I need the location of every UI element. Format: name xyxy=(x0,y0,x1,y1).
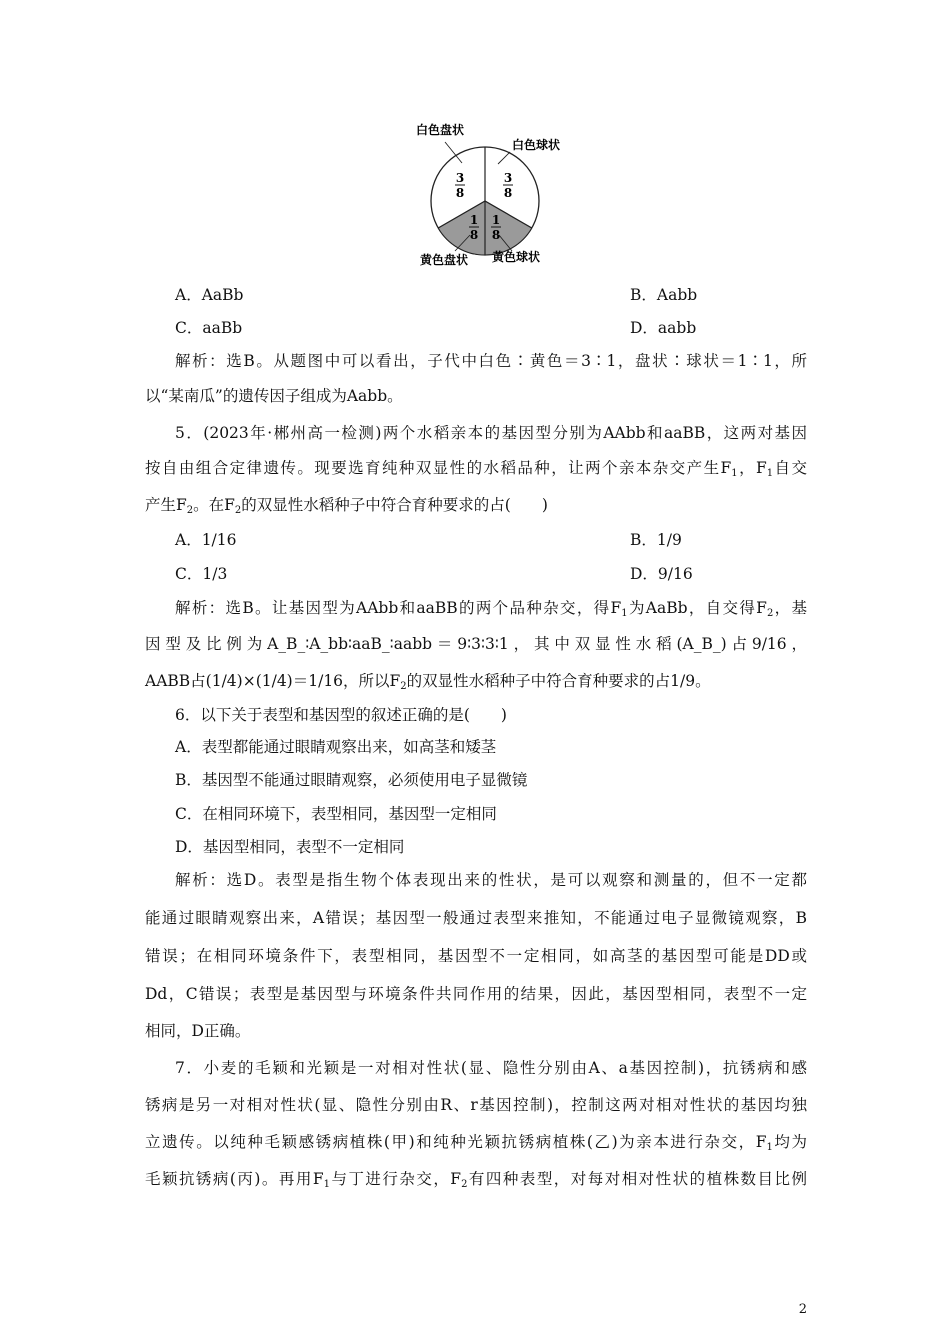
pie-chart xyxy=(431,147,539,255)
fraction-white-disc xyxy=(455,171,465,200)
q6-option-a: A．表型都能通过眼睛观察出来，如高茎和矮茎 xyxy=(175,738,497,756)
q5-analysis-line3 xyxy=(145,671,807,691)
text-run: 的双显性水稻种子中符合育种要求的占1/9。 xyxy=(406,672,711,690)
subscript: 1 xyxy=(323,1179,330,1190)
q5-option-c: C．1/3 xyxy=(175,565,228,583)
fraction-numerator: 1 xyxy=(469,213,479,227)
q7-line2: 锈病是另一对相对性状(显、隐性分别由R、r基因控制)，控制这两对相对性状的基因均独 xyxy=(145,1096,807,1114)
q5-stem-line3 xyxy=(145,495,807,515)
label-yellow-sphere: 黄色球状 xyxy=(492,250,541,264)
text-run: AABB占(1/4)×(1/4)＝1/16，所以F xyxy=(145,672,401,690)
q4-option-d: D．aabb xyxy=(630,319,697,337)
text-run: 均为 xyxy=(772,1133,807,1151)
text-run: 与丁进行杂交，F xyxy=(329,1170,462,1188)
subscript: 1 xyxy=(731,468,738,479)
q5-option-a: A．1/16 xyxy=(175,531,237,549)
q4-option-a: A．AaBb xyxy=(175,286,244,304)
q5-stem-line2 xyxy=(145,458,807,478)
label-white-disc: 白色盘状 xyxy=(416,123,465,137)
fraction-numerator: 1 xyxy=(491,213,501,227)
q7-line1: 7．小麦的毛颖和光颖是一对相对性状(显、隐性分别由A、a基因控制)，抗锈病和感 xyxy=(175,1059,807,1077)
subscript: 1 xyxy=(766,468,774,479)
fraction-denominator: 8 xyxy=(503,186,513,200)
subscript: 2 xyxy=(461,1179,468,1190)
q5-stem-line1: 5．(2023年·郴州高一检测)两个水稻亲本的基因型分别为AAbb和aaBB，这两对基因 xyxy=(175,424,807,442)
subscript: 1 xyxy=(621,608,628,619)
q6-option-b: B．基因型不能通过眼睛观察，必须使用电子显微镜 xyxy=(175,771,528,789)
text-run: 按自由组合定律遗传。现要选育纯种双显性的水稻品种，让两个亲本杂交产生F xyxy=(145,459,732,477)
fraction-denominator: 8 xyxy=(455,186,465,200)
text-run: 产生F xyxy=(145,496,187,514)
subscript: 2 xyxy=(400,681,407,692)
text-run: 立遗传。以纯种毛颖感锈病植株(甲)和纯种光颖抗锈病植株(乙)为亲本进行杂交，F xyxy=(145,1133,767,1151)
subscript: 2 xyxy=(186,505,194,516)
text-run: ，基 xyxy=(773,599,807,617)
text-run: 的双显性水稻种子中符合育种要求的占( ) xyxy=(241,496,548,514)
fraction-yellow-disc xyxy=(469,213,479,242)
q5-analysis-line2: 因型及比例为A_B_∶A_bb∶aaB_∶aabb＝9∶3∶3∶1，其中双显性水稻(A_B_)占9/16， xyxy=(145,635,807,653)
page-number: 2 xyxy=(798,1302,807,1317)
text-run: 为AaBb，自交得F xyxy=(627,599,767,617)
q4-analysis-line1: 解析：选B。从题图中可以看出，子代中白色∶黄色＝3∶1，盘状∶球状＝1∶1，所 xyxy=(175,352,807,370)
text-run: 自交 xyxy=(773,459,807,477)
label-yellow-disc: 黄色盘状 xyxy=(420,253,469,267)
fraction-denominator: 8 xyxy=(469,228,479,242)
q4-option-c: C．aaBb xyxy=(175,319,243,337)
subscript: 2 xyxy=(766,608,774,619)
q5-option-b: B．1/9 xyxy=(630,531,682,549)
text-run: 毛颖抗锈病(丙)。再用F xyxy=(145,1170,324,1188)
q6-option-c: C．在相同环境下，表型相同，基因型一定相同 xyxy=(175,805,497,823)
q7-line3 xyxy=(145,1132,807,1152)
q5-analysis-line1 xyxy=(175,598,807,618)
q6-analysis-line2: 能通过眼睛观察出来，A错误；基因型一般通过表型来推知，不能通过电子显微镜观察，B xyxy=(145,909,807,927)
fraction-white-sphere xyxy=(503,171,513,200)
q7-line4 xyxy=(145,1169,807,1189)
fraction-denominator: 8 xyxy=(491,228,501,242)
fraction-numerator: 3 xyxy=(455,171,465,185)
q4-analysis-line2: 以“某南瓜”的遗传因子组成为Aabb。 xyxy=(145,387,403,405)
q6-stem: 6．以下关于表型和基因型的叙述正确的是( ) xyxy=(175,706,507,724)
q6-analysis-line3: 错误；在相同环境条件下，表型相同，基因型不一定相同，如高茎的基因型可能是DD或 xyxy=(145,947,807,965)
q6-option-d: D．基因型相同，表型不一定相同 xyxy=(175,838,405,856)
q6-analysis-line4: Dd，C错误；表型是基因型与环境条件共同作用的结果，因此，基因型相同，表型不一定 xyxy=(145,985,807,1003)
q6-analysis-line5: 相同，D正确。 xyxy=(145,1022,251,1040)
subscript: 2 xyxy=(234,505,242,516)
text-run: 有四种表型，对每对相对性状的植株数目比例 xyxy=(467,1170,807,1188)
pie-figure xyxy=(400,118,570,268)
text-run: 。在F xyxy=(193,496,235,514)
q5-option-d: D．9/16 xyxy=(630,565,693,583)
text-run: 解析：选B。让基因型为AAbb和aaBB的两个品种杂交，得F xyxy=(175,599,622,617)
q4-option-b: B．Aabb xyxy=(630,286,698,304)
text-run: ，F xyxy=(737,459,767,477)
fraction-numerator: 3 xyxy=(503,171,513,185)
fraction-yellow-sphere xyxy=(491,213,501,242)
q6-analysis-line1: 解析：选D。表型是指生物个体表现出来的性状，是可以观察和测量的，但不一定都 xyxy=(175,871,807,889)
subscript: 1 xyxy=(766,1142,773,1153)
label-white-sphere: 白色球状 xyxy=(512,138,561,152)
